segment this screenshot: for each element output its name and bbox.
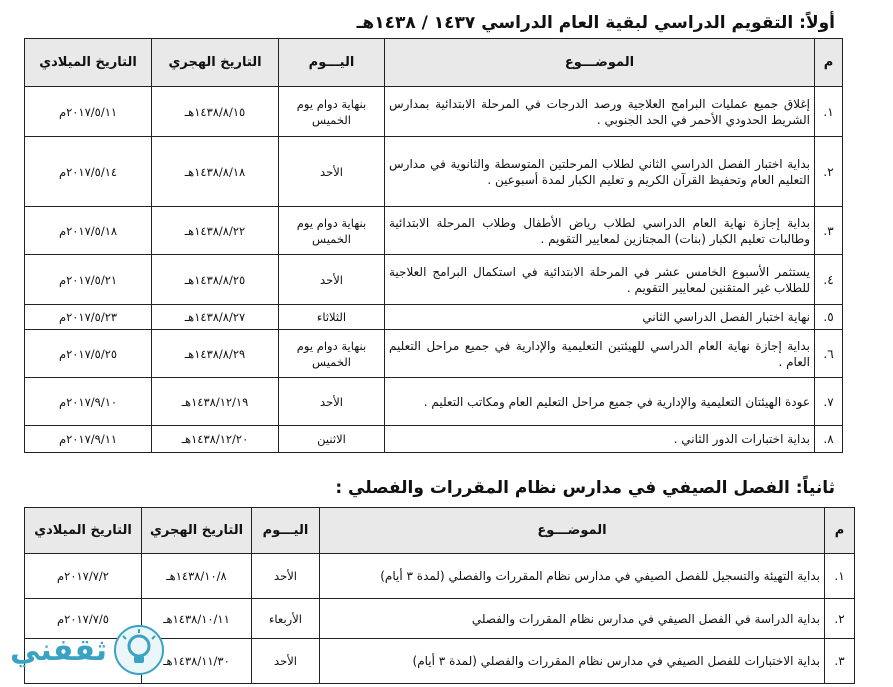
row-topic: بداية إجازة نهاية العام الدراسي لطلاب رياض الأطفال وطلاب المرحلة الابتدائية وطالبات تعليم الكبار (بنات) المجتازين لمعايير التقويم .	[385, 207, 815, 255]
table-row	[25, 554, 855, 599]
row-hijri-date: ١٤٣٨/٨/٢٩هـ	[152, 330, 279, 378]
row-number: ٤.	[815, 255, 843, 305]
row-topic: إغلاق جميع عمليات البرامج العلاجية ورصد الدرجات في المرحلة الابتدائية بمدارس الشريط الحدودي الأحمر في الحد الجنوبي .	[385, 87, 815, 137]
table-row	[25, 305, 843, 330]
row-topic: عودة الهيئتان التعليمية والإدارية في جميع مراحل التعليم العام ومكاتب التعليم .	[385, 378, 815, 426]
row-day: الأحد	[279, 255, 385, 305]
row-number: ١.	[815, 87, 843, 137]
row-gregorian-date: ٢٠١٧/٥/١١م	[25, 87, 152, 137]
header-greg: التاريخ الميلادي	[25, 39, 152, 87]
table-row	[25, 426, 843, 453]
row-gregorian-date: ٢٠١٧/٥/٢٥م	[25, 330, 152, 378]
row-hijri-date: ١٤٣٨/١٠/٨هـ	[142, 554, 252, 599]
row-day: الأحد	[279, 378, 385, 426]
row-hijri-date: ١٤٣٨/٨/١٨هـ	[152, 137, 279, 207]
header-hijri: التاريخ الهجري	[152, 39, 279, 87]
row-topic: يستثمر الأسبوع الخامس عشر في المرحلة الابتدائية في استكمال البرامج العلاجية للطلاب غير المتقنين لمعايير التقويم .	[385, 255, 815, 305]
table-row	[25, 378, 843, 426]
row-gregorian-date: ٢٠١٧/٧/٢م	[25, 554, 142, 599]
section1-title: أولاً: التقويم الدراسي لبقية العام الدراسي ١٤٣٧ / ١٤٣٨هـ	[356, 13, 835, 33]
row-hijri-date: ١٤٣٨/٨/٢٢هـ	[152, 207, 279, 255]
row-number: ٧.	[815, 378, 843, 426]
watermark-text: ثقفني	[10, 632, 108, 668]
row-gregorian-date: ٢٠١٧/٥/٢١م	[25, 255, 152, 305]
row-number: ٨.	[815, 426, 843, 453]
row-topic: بداية الاختبارات للفصل الصيفي في مدارس نظام المقررات والفصلي (لمدة ٣ أيام)	[320, 639, 825, 684]
row-day: الأحد	[252, 639, 320, 684]
row-number: ٦.	[815, 330, 843, 378]
row-day: بنهاية دوام يوم الخميس	[279, 330, 385, 378]
row-gregorian-date: ٢٠١٧/٥/١٨م	[25, 207, 152, 255]
row-gregorian-date: ٢٠١٧/٥/١٤م	[25, 137, 152, 207]
row-hijri-date: ١٤٣٨/٨/١٥هـ	[152, 87, 279, 137]
row-number: ١.	[825, 554, 855, 599]
row-topic: نهاية اختبار الفصل الدراسي الثاني	[385, 305, 815, 330]
row-gregorian-date: ٢٠١٧/٥/٢٣م	[25, 305, 152, 330]
row-topic: بداية التهيئة والتسجيل للفصل الصيفي في مدارس نظام المقررات والفصلي (لمدة ٣ أيام)	[320, 554, 825, 599]
section2-title: ثانياً: الفصل الصيفي في مدارس نظام المقررات والفصلي :	[335, 478, 835, 498]
table-row	[25, 207, 843, 255]
row-gregorian-date: ٢٠١٧/٩/١١م	[25, 426, 152, 453]
row-topic: بداية اختبارات الدور الثاني .	[385, 426, 815, 453]
row-topic: بداية الدراسة في الفصل الصيفي في مدارس نظام المقررات والفصلي	[320, 599, 825, 639]
row-number: ٣.	[815, 207, 843, 255]
row-gregorian-date: ٢٠١٧/٧/٥م	[25, 599, 142, 639]
table-row	[25, 330, 843, 378]
header-num: م	[825, 508, 855, 554]
row-hijri-date: ١٤٣٨/١٠/١١هـ	[142, 599, 252, 639]
row-topic: بداية اختبار الفصل الدراسي الثاني لطلاب المرحلتين المتوسطة والثانوية في مدارس التعليم العام وتحفيظ القرآن الكريم و تعليم الكبار لمدة أسبوعين .	[385, 137, 815, 207]
row-topic: بداية إجازة نهاية العام الدراسي للهيئتين التعليمية والإدارية في جميع مراحل التعليم العام .	[385, 330, 815, 378]
row-hijri-date: ١٤٣٨/١١/٣٠هـ	[142, 639, 252, 684]
row-hijri-date: ١٤٣٨/١٢/٢٠هـ	[152, 426, 279, 453]
row-number: ٢.	[815, 137, 843, 207]
calendar-table-body	[25, 87, 843, 453]
row-day: بنهاية دوام يوم الخميس	[279, 87, 385, 137]
row-number: ٣.	[825, 639, 855, 684]
row-day: بنهاية دوام يوم الخميس	[279, 207, 385, 255]
table-row	[25, 87, 843, 137]
row-gregorian-date: ٢٠١٧/٩/١٠م	[25, 378, 152, 426]
row-hijri-date: ١٤٣٨/١٢/١٩هـ	[152, 378, 279, 426]
header-topic: الموضـــوع	[320, 508, 825, 554]
calendar-table	[24, 38, 843, 453]
header-hijri: التاريخ الهجري	[142, 508, 252, 554]
row-hijri-date: ١٤٣٨/٨/٢٧هـ	[152, 305, 279, 330]
lightbulb-icon	[113, 624, 165, 676]
table-header-row	[25, 39, 843, 87]
row-day: الأحد	[252, 554, 320, 599]
table-row	[25, 255, 843, 305]
header-day: اليـــوم	[279, 39, 385, 87]
header-day: اليـــوم	[252, 508, 320, 554]
row-hijri-date: ١٤٣٨/٨/٢٥هـ	[152, 255, 279, 305]
row-day: الثلاثاء	[279, 305, 385, 330]
header-greg: التاريخ الميلادي	[25, 508, 142, 554]
table-row	[25, 137, 843, 207]
header-topic: الموضـــوع	[385, 39, 815, 87]
row-number: ٢.	[825, 599, 855, 639]
row-number: ٥.	[815, 305, 843, 330]
row-day: الاثنين	[279, 426, 385, 453]
row-day: الأحد	[279, 137, 385, 207]
header-num: م	[815, 39, 843, 87]
watermark	[10, 620, 225, 680]
row-day: الأربعاء	[252, 599, 320, 639]
table-header-row	[25, 508, 855, 554]
